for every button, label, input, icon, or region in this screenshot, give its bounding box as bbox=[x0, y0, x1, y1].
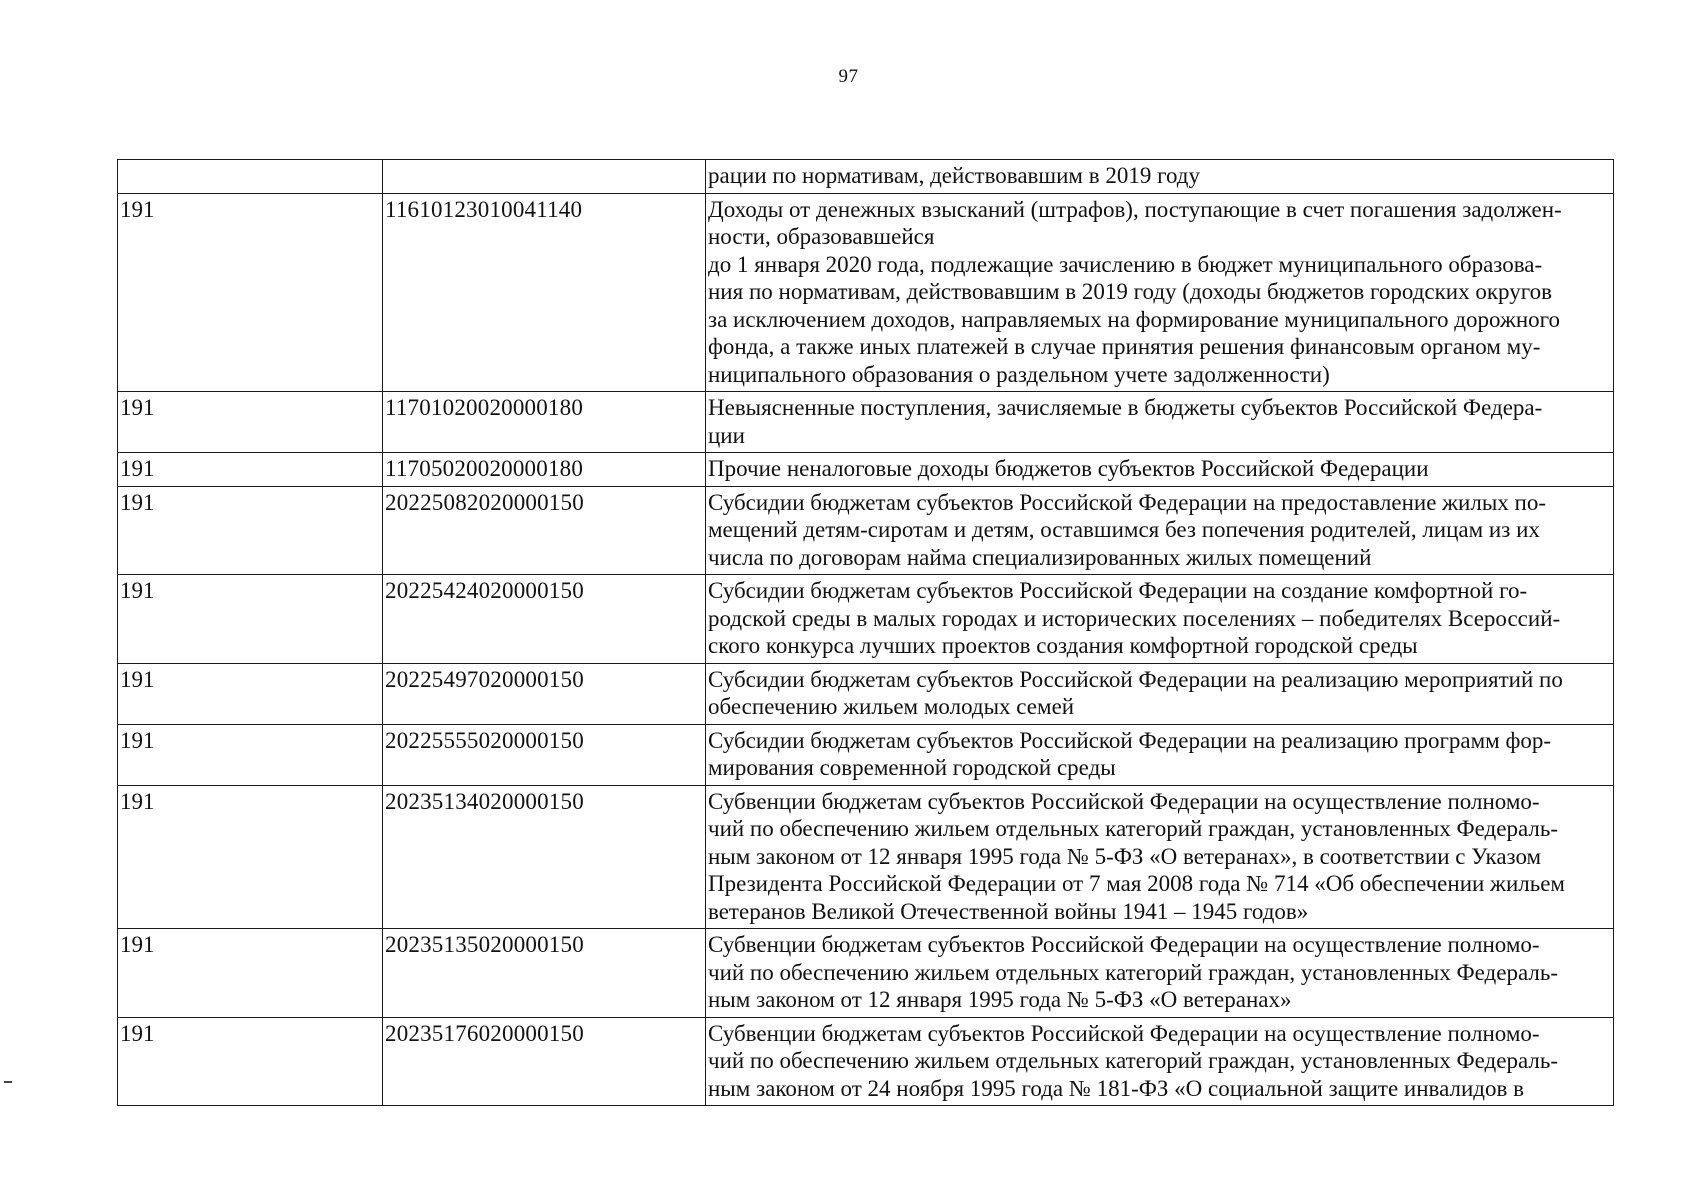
table-row bbox=[118, 663, 1614, 724]
budget-revenue-table bbox=[117, 159, 1614, 1106]
admin-code-cell: 191 bbox=[118, 663, 383, 724]
revenue-name-cell: Субсидии бюджетам субъектов Российской Федерации на предоставление жилых по- мещений детям-сиротам и детям, оставшимся без попечения родителей, лицам из их числа по договорам найма специализированных жилых помещений bbox=[706, 486, 1614, 575]
admin-code-cell: 191 bbox=[118, 392, 383, 453]
budget-code-cell: 20225497020000150 bbox=[383, 663, 706, 724]
table-row bbox=[118, 193, 1614, 392]
budget-code-cell bbox=[383, 160, 706, 194]
admin-code-cell: 191 bbox=[118, 486, 383, 575]
revenue-name-cell: Субсидии бюджетам субъектов Российской Федерации на реализацию программ фор- мирования современной городской среды bbox=[706, 724, 1614, 785]
page-number: 97 bbox=[838, 66, 859, 87]
budget-code-cell: 11705020020000180 bbox=[383, 453, 706, 487]
table-row bbox=[118, 785, 1614, 929]
table-row bbox=[118, 929, 1614, 1018]
budget-code-cell: 20225424020000150 bbox=[383, 575, 706, 664]
budget-code-cell: 20235135020000150 bbox=[383, 929, 706, 1018]
table-row bbox=[118, 575, 1614, 664]
table-row bbox=[118, 486, 1614, 575]
admin-code-cell: 191 bbox=[118, 575, 383, 664]
admin-code-cell: 191 bbox=[118, 785, 383, 929]
revenue-name-cell: Субвенции бюджетам субъектов Российской Федерации на осуществление полномо- чий по обеспечению жильем отдельных категорий граждан, установленных Федераль- ным законом от 12 января 1995 года № 5-ФЗ «О ветеранах», в соответствии с Указом Президента Российской Федерации от 7 мая 2008 года № 714 «Об обеспечении жильем ветеранов Великой Отечественной войны 1941 – 1945 годов» bbox=[706, 785, 1614, 929]
admin-code-cell: 191 bbox=[118, 929, 383, 1018]
budget-code-cell: 20225555020000150 bbox=[383, 724, 706, 785]
revenue-name-cell: рации по нормативам, действовавшим в 2019 году bbox=[706, 160, 1614, 194]
table-row bbox=[118, 1017, 1614, 1106]
admin-code-cell: 191 bbox=[118, 453, 383, 487]
budget-code-cell: 11610123010041140 bbox=[383, 193, 706, 392]
revenue-name-cell: Субсидии бюджетам субъектов Российской Федерации на создание комфортной го- родской среды в малых городах и исторических поселениях – победителях Всероссий- ского конкурса лучших проектов создания комфортной городской среды bbox=[706, 575, 1614, 664]
table-row bbox=[118, 160, 1614, 194]
scan-mark bbox=[4, 1081, 12, 1083]
budget-code-cell: 20235176020000150 bbox=[383, 1017, 706, 1106]
table-row bbox=[118, 392, 1614, 453]
table-row bbox=[118, 453, 1614, 487]
budget-code-cell: 11701020020000180 bbox=[383, 392, 706, 453]
revenue-name-cell: Субвенции бюджетам субъектов Российской Федерации на осуществление полномо- чий по обеспечению жильем отдельных категорий граждан, установленных Федераль- ным законом от 24 ноября 1995 года № 181-ФЗ «О социальной защите инвалидов в bbox=[706, 1017, 1614, 1106]
revenue-name-cell: Невыясненные поступления, зачисляемые в бюджеты субъектов Российской Федера- ции bbox=[706, 392, 1614, 453]
budget-code-cell: 20235134020000150 bbox=[383, 785, 706, 929]
admin-code-cell bbox=[118, 160, 383, 194]
revenue-name-cell: Доходы от денежных взысканий (штрафов), поступающие в счет погашения задолжен- ности, образовавшейся до 1 января 2020 года, подлежащие зачислению в бюджет муниципального образова- ния по нормативам, действовавшим в 2019 году (доходы бюджетов городских округов за исключением доходов, направляемых на формирование муниципального дорожного фонда, а также иных платежей в случае принятия решения финансовым органом му- ниципального образования о раздельном учете задолженности) bbox=[706, 193, 1614, 392]
revenue-name-cell: Прочие неналоговые доходы бюджетов субъектов Российской Федерации bbox=[706, 453, 1614, 487]
table-row bbox=[118, 724, 1614, 785]
admin-code-cell: 191 bbox=[118, 193, 383, 392]
budget-code-cell: 20225082020000150 bbox=[383, 486, 706, 575]
admin-code-cell: 191 bbox=[118, 1017, 383, 1106]
revenue-name-cell: Субвенции бюджетам субъектов Российской Федерации на осуществление полномо- чий по обеспечению жильем отдельных категорий граждан, установленных Федераль- ным законом от 12 января 1995 года № 5-ФЗ «О ветеранах» bbox=[706, 929, 1614, 1018]
admin-code-cell: 191 bbox=[118, 724, 383, 785]
revenue-name-cell: Субсидии бюджетам субъектов Российской Федерации на реализацию мероприятий по обеспечению жильем молодых семей bbox=[706, 663, 1614, 724]
